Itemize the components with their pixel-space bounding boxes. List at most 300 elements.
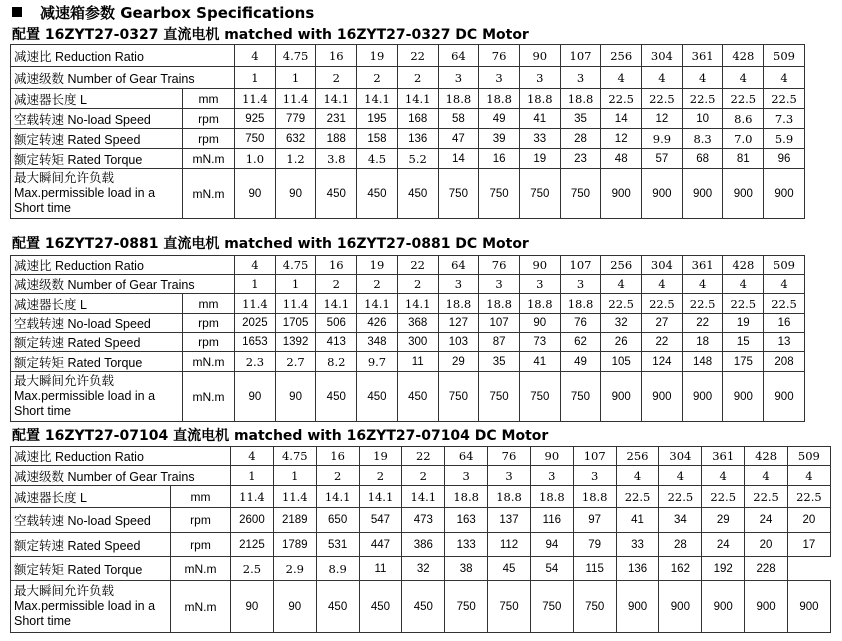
table-cell: 3 xyxy=(488,466,531,486)
table-cell: 68 xyxy=(682,149,723,169)
table-cell: 22.5 xyxy=(616,486,659,508)
table-cell: 14.1 xyxy=(359,486,402,508)
table-cell: 1.0 xyxy=(235,149,276,169)
table-cell: 90 xyxy=(231,581,274,633)
table-row xyxy=(11,169,805,219)
row-unit: mN.m xyxy=(171,557,231,581)
table-cell: 7.3 xyxy=(764,109,805,129)
table-cell: 3 xyxy=(560,275,601,294)
table-cell: 22.5 xyxy=(787,486,830,508)
row-label-text: 最大瞬间允许负载 Max.permissible load in a Short time xyxy=(14,374,156,418)
row-unit: mN.m xyxy=(183,352,235,372)
table-cell: 47 xyxy=(438,129,479,149)
row-unit: mN.m xyxy=(183,149,235,169)
table-row xyxy=(11,352,805,372)
table-cell: 24 xyxy=(745,508,788,533)
table-cell: 14.1 xyxy=(397,294,438,314)
table-cell: 133 xyxy=(445,533,488,557)
table-cell: 124 xyxy=(642,352,683,372)
table-cell: 18.8 xyxy=(479,294,520,314)
row-unit: rpm xyxy=(183,333,235,352)
table-cell: 900 xyxy=(659,581,702,633)
table-cell: 450 xyxy=(397,372,438,422)
table-cell: 16 xyxy=(479,149,520,169)
row-unit: rpm xyxy=(183,129,235,149)
table-cell: 10 xyxy=(682,109,723,129)
row-label: 额定转速 Rated Speed xyxy=(11,333,183,352)
table-cell: 4 xyxy=(682,67,723,89)
table-row xyxy=(11,109,805,129)
table-cell: 900 xyxy=(682,372,723,422)
table-cell: 107 xyxy=(560,45,601,67)
table-cell: 228 xyxy=(745,557,788,581)
table-cell: 2.7 xyxy=(275,352,316,372)
table-cell: 428 xyxy=(723,45,764,67)
table-cell: 54 xyxy=(530,557,573,581)
table-cell: 23 xyxy=(560,149,601,169)
table-cell: 900 xyxy=(601,372,642,422)
table-cell: 450 xyxy=(397,169,438,219)
table-cell: 4 xyxy=(787,466,830,486)
table-cell: 76 xyxy=(560,314,601,333)
table-cell: 509 xyxy=(764,45,805,67)
table-cell: 304 xyxy=(642,256,683,275)
table-cell: 22.5 xyxy=(764,89,805,109)
table-cell: 1705 xyxy=(275,314,316,333)
table-cell: 20 xyxy=(745,533,788,557)
table-cell: 22.5 xyxy=(601,89,642,109)
table-row xyxy=(11,372,805,422)
table-cell: 26 xyxy=(601,333,642,352)
table-cell: 447 xyxy=(359,533,402,557)
table-cell: 57 xyxy=(642,149,683,169)
table-cell: 19 xyxy=(359,447,402,466)
table-cell: 750 xyxy=(479,169,520,219)
table-row xyxy=(11,466,831,486)
row-label: 额定转矩 Rated Torque xyxy=(11,352,183,372)
table-cell: 90 xyxy=(235,372,276,422)
row-label: 空载转速 No-load Speed xyxy=(11,109,183,129)
table-cell: 49 xyxy=(479,109,520,129)
table-row xyxy=(11,67,805,89)
table-cell: 112 xyxy=(488,533,531,557)
table-cell: 304 xyxy=(642,45,683,67)
table-cell: 41 xyxy=(519,352,560,372)
table-cell: 4 xyxy=(659,466,702,486)
table-cell: 750 xyxy=(573,581,616,633)
table-cell: 18.8 xyxy=(438,294,479,314)
table-cell: 450 xyxy=(357,372,398,422)
table-cell: 16 xyxy=(316,256,357,275)
table-cell: 3 xyxy=(438,275,479,294)
table-row xyxy=(11,557,831,581)
row-label: 减速级数 Number of Gear Trains xyxy=(11,466,231,486)
table-cell: 105 xyxy=(601,352,642,372)
table-cell: 76 xyxy=(479,45,520,67)
table-cell: 900 xyxy=(642,169,683,219)
table-cell: 750 xyxy=(235,129,276,149)
section-title-2: 配置 16ZYT27-0881 直流电机 matched with 16ZYT27-0881 DC Motor xyxy=(12,236,529,252)
table-cell: 1392 xyxy=(275,333,316,352)
table-cell: 5.2 xyxy=(397,149,438,169)
table-cell: 750 xyxy=(560,372,601,422)
table-cell: 750 xyxy=(438,169,479,219)
table-cell: 136 xyxy=(397,129,438,149)
table-cell: 4 xyxy=(745,466,788,486)
table-cell: 18.8 xyxy=(519,294,560,314)
table-cell: 900 xyxy=(616,581,659,633)
table-cell: 450 xyxy=(359,581,402,633)
table-cell: 90 xyxy=(530,447,573,466)
row-label: 空载转速 No-load Speed xyxy=(11,508,171,533)
table-cell: 136 xyxy=(616,557,659,581)
table-row xyxy=(11,89,805,109)
table-row xyxy=(11,508,831,533)
table-cell: 22.5 xyxy=(723,294,764,314)
table-cell: 11.4 xyxy=(275,294,316,314)
row-label xyxy=(11,372,183,422)
table-cell: 116 xyxy=(530,508,573,533)
table-cell: 32 xyxy=(601,314,642,333)
row-label: 减速器长度 L xyxy=(11,294,183,314)
table-cell: 900 xyxy=(764,372,805,422)
table-cell: 632 xyxy=(275,129,316,149)
table-cell: 2600 xyxy=(231,508,274,533)
table-cell: 17 xyxy=(787,533,830,557)
table-cell: 13 xyxy=(764,333,805,352)
table-cell: 192 xyxy=(702,557,745,581)
table-cell: 19 xyxy=(723,314,764,333)
table-cell: 22 xyxy=(397,45,438,67)
table-cell: 103 xyxy=(438,333,479,352)
table-cell: 22 xyxy=(402,447,445,466)
table-row xyxy=(11,314,805,333)
table-cell: 16 xyxy=(316,447,359,466)
table-cell: 3 xyxy=(530,466,573,486)
table-cell: 2 xyxy=(397,67,438,89)
table-cell: 12 xyxy=(601,129,642,149)
table-cell: 18.8 xyxy=(479,89,520,109)
row-label xyxy=(11,169,183,219)
table-cell: 2 xyxy=(359,466,402,486)
table-cell: 39 xyxy=(479,129,520,149)
table-cell: 3 xyxy=(445,466,488,486)
row-unit: rpm xyxy=(171,508,231,533)
row-label-text: 最大瞬间允许负载 Max.permissible load in a Short time xyxy=(14,171,156,215)
table-cell: 41 xyxy=(519,109,560,129)
table-cell: 4 xyxy=(231,447,274,466)
table-cell: 750 xyxy=(530,581,573,633)
table-cell: 231 xyxy=(316,109,357,129)
table-cell: 304 xyxy=(659,447,702,466)
table-cell: 18.8 xyxy=(519,89,560,109)
table-cell: 1789 xyxy=(273,533,316,557)
table-cell: 22.5 xyxy=(642,294,683,314)
table-cell: 750 xyxy=(445,581,488,633)
table-cell: 426 xyxy=(357,314,398,333)
table-cell: 900 xyxy=(682,169,723,219)
table-cell: 348 xyxy=(357,333,398,352)
table-cell: 750 xyxy=(479,372,520,422)
table-cell: 97 xyxy=(573,508,616,533)
table-cell: 361 xyxy=(702,447,745,466)
table-cell: 195 xyxy=(357,109,398,129)
table-cell: 4 xyxy=(682,275,723,294)
table-cell: 16 xyxy=(764,314,805,333)
table-cell: 4 xyxy=(616,466,659,486)
table-cell: 650 xyxy=(316,508,359,533)
table-cell: 8.2 xyxy=(316,352,357,372)
table-cell: 22.5 xyxy=(642,89,683,109)
table-cell: 509 xyxy=(787,447,830,466)
table-cell: 22 xyxy=(682,314,723,333)
table-cell: 2189 xyxy=(273,508,316,533)
table-cell: 22.5 xyxy=(659,486,702,508)
table-cell: 22.5 xyxy=(682,89,723,109)
row-label: 减速器长度 L xyxy=(11,486,171,508)
table-cell: 368 xyxy=(397,314,438,333)
row-unit: rpm xyxy=(183,314,235,333)
table-cell: 900 xyxy=(745,581,788,633)
row-unit: mN.m xyxy=(183,169,235,219)
table-row xyxy=(11,533,831,557)
table-cell: 22 xyxy=(642,333,683,352)
row-label-text: 最大瞬间允许负载 Max.permissible load in a Short time xyxy=(14,584,156,628)
table-cell: 11.4 xyxy=(275,89,316,109)
table-cell: 90 xyxy=(519,256,560,275)
table-cell: 19 xyxy=(357,45,398,67)
table-cell: 64 xyxy=(438,45,479,67)
table-cell: 11.4 xyxy=(231,486,274,508)
table-cell: 90 xyxy=(519,45,560,67)
table-cell: 90 xyxy=(275,372,316,422)
row-label: 减速级数 Number of Gear Trains xyxy=(11,67,235,89)
table-cell: 107 xyxy=(479,314,520,333)
table-cell: 900 xyxy=(723,169,764,219)
table-cell: 4 xyxy=(601,275,642,294)
table-cell: 96 xyxy=(764,149,805,169)
row-label: 额定转矩 Rated Torque xyxy=(11,557,171,581)
table-cell: 162 xyxy=(659,557,702,581)
table-cell: 18.8 xyxy=(530,486,573,508)
table-cell: 90 xyxy=(273,581,316,633)
table-cell: 900 xyxy=(601,169,642,219)
row-unit: rpm xyxy=(183,109,235,129)
table-cell: 750 xyxy=(560,169,601,219)
table-cell: 90 xyxy=(235,169,276,219)
table-cell: 76 xyxy=(479,256,520,275)
table-cell: 115 xyxy=(573,557,616,581)
table-row xyxy=(11,447,831,466)
table-cell: 900 xyxy=(702,581,745,633)
table-cell: 11 xyxy=(397,352,438,372)
spec-table-2 xyxy=(10,255,805,422)
table-cell: 24 xyxy=(702,533,745,557)
section-title-1: 配置 16ZYT27-0327 直流电机 matched with 16ZYT27-0327 DC Motor xyxy=(12,27,529,43)
row-label: 减速比 Reduction Ratio xyxy=(11,256,235,275)
table-cell: 87 xyxy=(479,333,520,352)
table-cell: 8.3 xyxy=(682,129,723,149)
table-cell: 900 xyxy=(723,372,764,422)
table-cell: 11 xyxy=(359,557,402,581)
table-cell: 148 xyxy=(682,352,723,372)
table-cell: 779 xyxy=(275,109,316,129)
row-label: 额定转速 Rated Speed xyxy=(11,129,183,149)
row-unit: mm xyxy=(171,486,231,508)
table-cell: 16 xyxy=(316,45,357,67)
table-cell: 3 xyxy=(560,67,601,89)
table-cell: 158 xyxy=(357,129,398,149)
table-cell: 900 xyxy=(764,169,805,219)
table-cell: 4 xyxy=(642,67,683,89)
table-cell: 90 xyxy=(275,169,316,219)
table-cell: 1 xyxy=(273,466,316,486)
table-cell: 750 xyxy=(519,169,560,219)
table-cell: 14.1 xyxy=(316,89,357,109)
table-cell: 3 xyxy=(573,466,616,486)
row-label: 减速级数 Number of Gear Trains xyxy=(11,275,235,294)
row-label: 减速比 Reduction Ratio xyxy=(11,447,231,466)
table-cell: 107 xyxy=(573,447,616,466)
table-cell: 413 xyxy=(316,333,357,352)
table-cell: 4 xyxy=(723,275,764,294)
table-cell: 9.9 xyxy=(642,129,683,149)
table-row xyxy=(11,129,805,149)
table-cell: 33 xyxy=(519,129,560,149)
spec-table-3 xyxy=(10,446,831,633)
table-cell: 58 xyxy=(438,109,479,129)
table-cell: 9.7 xyxy=(357,352,398,372)
table-cell: 168 xyxy=(397,109,438,129)
table-cell: 2.3 xyxy=(235,352,276,372)
table-cell: 64 xyxy=(438,256,479,275)
table-cell: 22.5 xyxy=(702,486,745,508)
table-cell: 64 xyxy=(445,447,488,466)
table-cell: 33 xyxy=(616,533,659,557)
row-label: 额定转速 Rated Speed xyxy=(11,533,171,557)
table-cell: 8.6 xyxy=(723,109,764,129)
table-cell: 3 xyxy=(438,67,479,89)
table-cell: 2025 xyxy=(235,314,276,333)
table-cell: 750 xyxy=(438,372,479,422)
table-row xyxy=(11,149,805,169)
table-row xyxy=(11,333,805,352)
table-cell: 256 xyxy=(601,45,642,67)
table-cell: 450 xyxy=(316,372,357,422)
table-cell: 14.1 xyxy=(357,89,398,109)
table-cell: 137 xyxy=(488,508,531,533)
table-cell: 900 xyxy=(787,581,830,633)
table-cell: 3.8 xyxy=(316,149,357,169)
table-cell: 14.1 xyxy=(402,486,445,508)
table-cell: 14.1 xyxy=(316,486,359,508)
table-cell: 1 xyxy=(235,67,276,89)
table-row xyxy=(11,45,805,67)
table-cell: 1.2 xyxy=(275,149,316,169)
table-cell: 256 xyxy=(616,447,659,466)
table-cell: 428 xyxy=(723,256,764,275)
table-cell: 4.75 xyxy=(275,45,316,67)
table-cell: 22.5 xyxy=(601,294,642,314)
table-cell: 3 xyxy=(519,275,560,294)
table-cell: 79 xyxy=(573,533,616,557)
table-cell: 32 xyxy=(402,557,445,581)
table-cell: 62 xyxy=(560,333,601,352)
table-cell: 4 xyxy=(702,466,745,486)
table-cell: 1 xyxy=(235,275,276,294)
table-cell: 14.1 xyxy=(316,294,357,314)
table-cell: 20 xyxy=(787,508,830,533)
table-cell: 48 xyxy=(601,149,642,169)
spec-table-1 xyxy=(10,44,805,219)
table-cell: 547 xyxy=(359,508,402,533)
table-cell: 509 xyxy=(764,256,805,275)
table-cell: 8.9 xyxy=(316,557,359,581)
page-heading xyxy=(12,2,314,23)
table-row xyxy=(11,256,805,275)
table-cell: 750 xyxy=(519,372,560,422)
table-cell: 750 xyxy=(488,581,531,633)
table-cell: 7.0 xyxy=(723,129,764,149)
table-cell: 18.8 xyxy=(560,294,601,314)
row-label: 额定转矩 Rated Torque xyxy=(11,149,183,169)
table-cell: 2 xyxy=(316,67,357,89)
table-cell: 28 xyxy=(560,129,601,149)
table-cell: 35 xyxy=(560,109,601,129)
table-cell: 29 xyxy=(438,352,479,372)
table-cell: 3 xyxy=(519,67,560,89)
table-cell: 73 xyxy=(519,333,560,352)
table-cell: 28 xyxy=(659,533,702,557)
table-row xyxy=(11,294,805,314)
table-cell: 2 xyxy=(357,275,398,294)
row-label: 减速比 Reduction Ratio xyxy=(11,45,235,67)
table-cell: 22.5 xyxy=(723,89,764,109)
table-cell: 14 xyxy=(438,149,479,169)
table-cell: 45 xyxy=(488,557,531,581)
table-cell: 175 xyxy=(723,352,764,372)
table-cell: 2125 xyxy=(231,533,274,557)
row-label: 空载转速 No-load Speed xyxy=(11,314,183,333)
table-cell: 531 xyxy=(316,533,359,557)
table-cell: 4.75 xyxy=(275,256,316,275)
table-cell: 473 xyxy=(402,508,445,533)
table-cell: 4 xyxy=(764,67,805,89)
table-cell: 49 xyxy=(560,352,601,372)
table-cell: 506 xyxy=(316,314,357,333)
table-cell: 127 xyxy=(438,314,479,333)
page-heading-text: 减速箱参数 Gearbox Specifications xyxy=(40,4,315,22)
table-cell: 450 xyxy=(402,581,445,633)
square-bullet-icon xyxy=(12,7,22,17)
table-cell: 19 xyxy=(357,256,398,275)
table-cell: 22 xyxy=(397,256,438,275)
table-cell: 81 xyxy=(723,149,764,169)
table-cell: 41 xyxy=(616,508,659,533)
table-cell: 11.4 xyxy=(273,486,316,508)
table-cell: 22.5 xyxy=(764,294,805,314)
table-cell: 107 xyxy=(560,256,601,275)
table-cell: 361 xyxy=(682,45,723,67)
table-cell: 2 xyxy=(316,275,357,294)
table-row xyxy=(11,581,831,633)
table-cell: 34 xyxy=(659,508,702,533)
table-cell: 11.4 xyxy=(235,89,276,109)
table-cell: 5.9 xyxy=(764,129,805,149)
row-unit: mN.m xyxy=(171,581,231,633)
table-cell: 300 xyxy=(397,333,438,352)
row-unit: mN.m xyxy=(183,372,235,422)
